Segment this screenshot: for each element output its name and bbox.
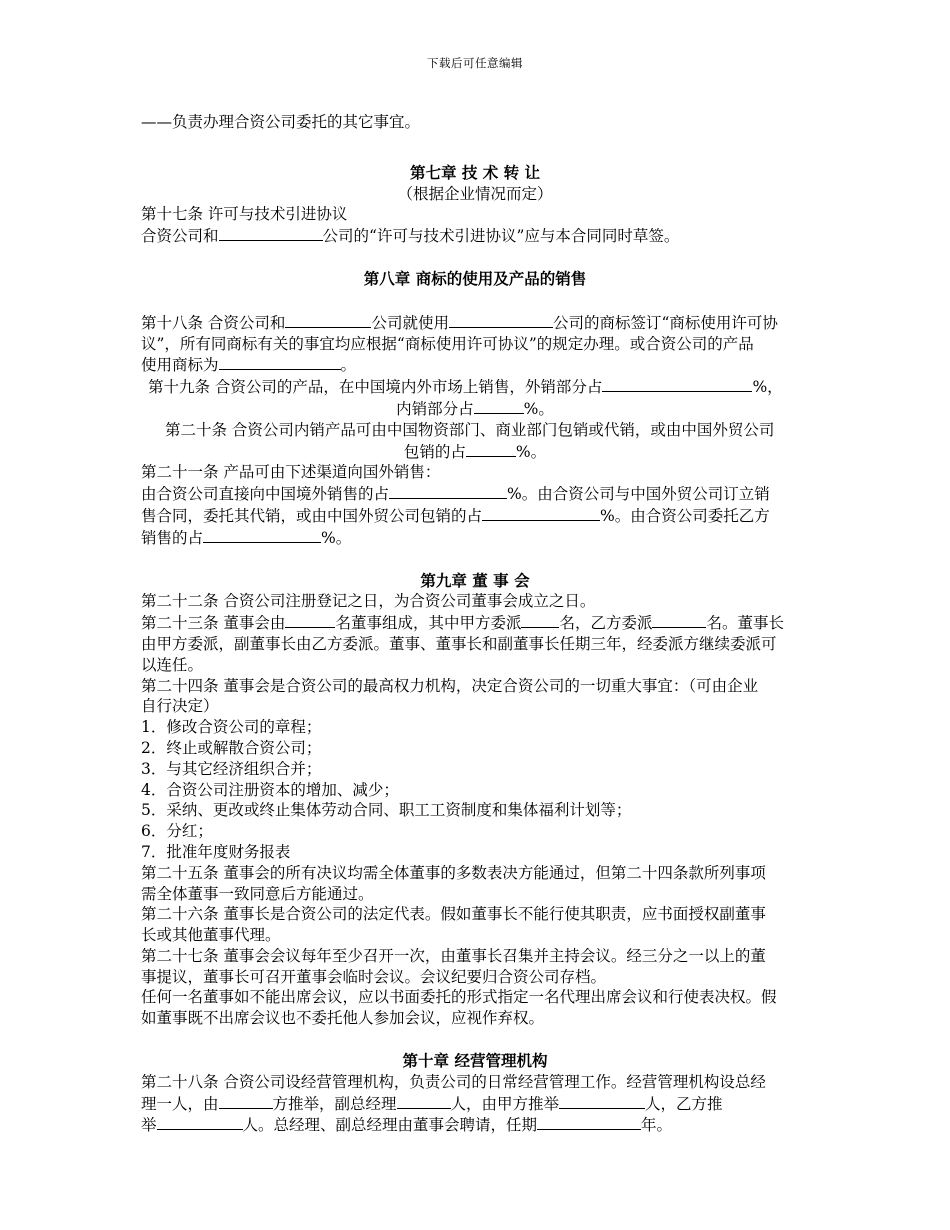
blank-line bbox=[285, 612, 335, 628]
blank-line bbox=[474, 398, 524, 414]
chapter-10-title: 第十章 经营管理机构 bbox=[402, 1051, 548, 1071]
list-item: 6．分红； bbox=[141, 822, 213, 841]
list-item: 1．修改合资公司的章程； bbox=[141, 718, 322, 737]
article-23-text-3: 以连任。 bbox=[141, 655, 204, 674]
article-19-text-2: 内销部分占 %。 bbox=[396, 399, 554, 418]
blank-line bbox=[602, 376, 752, 392]
chapter-7-subtitle: （根据企业情况而定） bbox=[397, 184, 553, 203]
article-28-text: 第二十八条 合资公司设经营管理机构，负责公司的日常经营管理工作。经营管理机构设总经 bbox=[141, 1072, 766, 1091]
page-header: 下载后可任意编辑 bbox=[427, 56, 523, 70]
article-19-text: 第十九条 合资公司的产品，在中国境内外市场上销售，外销部分占 %， bbox=[148, 378, 783, 397]
article-18-text-2: 议”，所有同商标有关的事宜均应根据“商标使用许可协议”的规定办理。或合资公司的产品 bbox=[141, 334, 754, 353]
article-28-text-3: 举 人。总经理、副总经理由董事会聘请，任期 年。 bbox=[141, 1116, 673, 1135]
article-20-text: 第二十条 合资公司内销产品可由中国物资部门、商业部门包销或代销，或由中国外贸公司 bbox=[165, 420, 775, 439]
article-24-text-2: 自行决定） bbox=[141, 697, 219, 716]
article-17-text: 合资公司和 公司的“许可与技术引进协议”应与本合同同时草签。 bbox=[141, 227, 680, 246]
article-28-text-2: 理一人，由 方推举，副总经理 人，由甲方推举 人，乙方推 bbox=[141, 1094, 723, 1113]
intro-line: ——负责办理合资公司委托的其它事宜。 bbox=[141, 113, 421, 131]
blank-line bbox=[559, 1093, 645, 1109]
blank-line bbox=[157, 1114, 243, 1130]
article-22-text: 第二十二条 合资公司注册登记之日，为合资公司董事会成立之日。 bbox=[141, 592, 596, 611]
chapter-7-title: 第七章 技 术 转 让 bbox=[409, 162, 541, 182]
blank-line bbox=[219, 225, 323, 241]
list-item: 4．合资公司注册资本的增加、减少； bbox=[141, 780, 399, 799]
blank-line bbox=[466, 441, 516, 457]
chapter-8-title: 第八章 商标的使用及产品的销售 bbox=[363, 268, 587, 288]
article-18-text: 第十八条 合资公司和 公司就使用 公司的商标签订“商标使用许可协 bbox=[141, 313, 778, 332]
article-21-text: 由合资公司直接向中国境外销售的占 %。由合资公司与中国外贸公司订立销 bbox=[141, 485, 770, 504]
article-25-text-2: 需全体董事一致同意后方能通过。 bbox=[141, 884, 374, 903]
blank-line bbox=[449, 312, 553, 328]
article-27-text-2: 事提议，董事长可召开董事会临时会议。会议纪要归合资公司存档。 bbox=[141, 967, 607, 986]
article-23-text: 第二十三条 董事会由 名董事组成，其中甲方委派 名，乙方委派 名。董事长 bbox=[141, 614, 784, 633]
blank-line bbox=[537, 1114, 641, 1130]
blank-line bbox=[219, 354, 341, 370]
blank-line bbox=[389, 483, 507, 499]
article-21-text-2: 售合同，委托其代销，或由中国外贸公司包销的占 %。由合资公司委托乙方 bbox=[141, 506, 770, 525]
blank-line bbox=[203, 527, 321, 543]
list-item: 5．采纳、更改或终止集体劳动合同、职工工资制度和集体福利计划等； bbox=[141, 801, 632, 820]
list-item: 2．终止或解散合资公司； bbox=[141, 738, 322, 757]
article-27-text-4: 如董事既不出席会议也不委托他人参加会议，应视作弃权。 bbox=[141, 1009, 545, 1028]
article-26-text: 第二十六条 董事长是合资公司的法定代表。假如董事长不能行使其职责，应书面授权副董事 bbox=[141, 905, 766, 924]
list-item: 7．批准年度财务报表 bbox=[141, 842, 291, 861]
article-21-title: 第二十一条 产品可由下述渠道向国外销售： bbox=[141, 463, 441, 482]
blank-line bbox=[652, 612, 706, 628]
article-24-list bbox=[141, 717, 809, 863]
blank-line bbox=[285, 312, 371, 328]
blank-line bbox=[219, 1093, 273, 1109]
article-24-text: 第二十四条 董事会是合资公司的最高权力机构，决定合资公司的一切重大事宜：（可由企业 bbox=[141, 676, 759, 695]
blank-line bbox=[521, 612, 559, 628]
article-17-title: 第十七条 许可与技术引进协议 bbox=[141, 205, 348, 224]
article-23-text-2: 由甲方委派，副董事长由乙方委派。董事、董事长和副董事长任期三年，经委派方继续委派可 bbox=[141, 634, 777, 653]
article-27-text-3: 任何一名董事如不能出席会议，应以书面委托的形式指定一名代理出席会议和行使表决权。假 bbox=[141, 988, 777, 1007]
blank-line bbox=[397, 1093, 451, 1109]
chapter-9-title: 第九章 董 事 会 bbox=[420, 570, 530, 590]
article-25-text: 第二十五条 董事会的所有决议均需全体董事的多数表决方能通过，但第二十四条款所列事项 bbox=[141, 863, 766, 882]
blank-line bbox=[482, 505, 600, 521]
article-26-text-2: 长或其他董事代理。 bbox=[141, 926, 281, 945]
article-18-text-3: 使用商标为 。 bbox=[141, 356, 357, 375]
article-20-text-2: 包销的占 %。 bbox=[403, 442, 547, 461]
article-27-text: 第二十七条 董事会会议每年至少召开一次，由董事长召集并主持会议。经三分之一以上的董 bbox=[141, 946, 766, 965]
list-item: 3．与其它经济组织合并； bbox=[141, 759, 322, 778]
article-21-text-3: 销售的占 %。 bbox=[141, 528, 352, 547]
document-body bbox=[141, 112, 809, 1136]
